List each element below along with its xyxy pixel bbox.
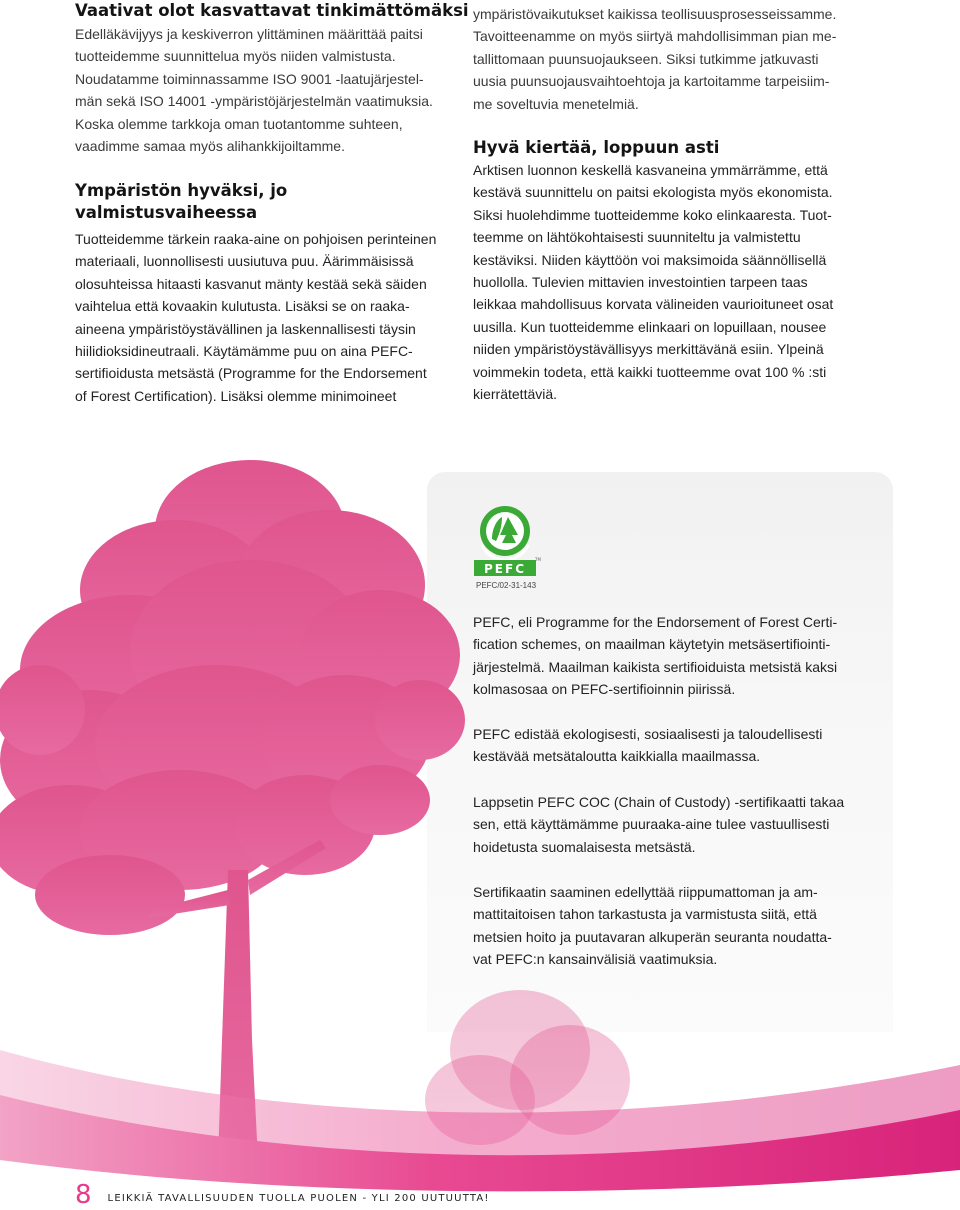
pefc-paragraph-4: Sertifikaatin saaminen edellyttää riippumattoman ja am- mattitaitoisen tahon tarkastusta ja varmistusta siitä, että metsien hoito ja puutavaran alkuperän seuranta noudatta- vat PEFC:n kansainvälisiä vaatimuksia. xyxy=(473,884,832,968)
paragraph-ymparistovaikutukset: ympäristövaikutukset kaikissa teollisuusprosesseissamme. Tavoitteenamme on myös siirtyä mahdollisimman pian me- tallittomaan puunsuojaukseen. Siksi tutkimme jatkuvasti uusia puunsuojausvaihtoehtoja ja kartoitamme tarpeisiim- me soveltuvia menetelmiä. xyxy=(473,6,837,112)
pefc-logo-wordmark: PEFC xyxy=(484,562,526,576)
paragraph-raaka-aine: Tuotteidemme tärkein raaka-aine on pohjoisen perinteinen materiaali, luonnollisesti uusiutuva puu. Äärimmäisissä olosuhteissa hitaasti kasvanut mänty kestää sekä säiden vaihtelua että kovaakin kulutusta. Lisäksi se on raaka- aineena ympäristöystävällinen ja laskennallisesti täysin hiilidioksidineutraali. Käytämämme puu on aina PEFC- sertifioidusta metsästä (Programme for the Endorsement of Forest Certification). Lisäksi olemme minimoineet xyxy=(75,231,437,404)
paragraph-intro: Edelläkävijyys ja keskiverron ylittäminen määrittää paitsi tuotteidemme suunnittelua myös niiden valmistusta. Noudatamme toiminnassamme ISO 9001 -laatujärjestel- män sekä ISO 14001 -ympäristöjärjestelmän vaatimuksia. Koska olemme tarkkoja oman tuotantomme suhteen, vaadimme samaa myös alihankkijoiltamme. xyxy=(75,26,433,155)
pefc-logo-trademark: TM xyxy=(535,557,541,562)
footer-slogan: LEIKKIÄ TAVALLISUUDEN TUOLLA PUOLEN - YLI 200 UUTUUTTA! xyxy=(107,1193,490,1204)
heading-hyva-kiertaa: Hyvä kiertää, loppuun asti xyxy=(473,138,720,157)
page-number: 8 xyxy=(75,1180,92,1210)
heading-ympariston-hyvaksi: Ympäristön hyväksi, jo valmistusvaiheessa xyxy=(75,181,288,222)
pefc-paragraph-2: PEFC edistää ekologisesti, sosiaalisesti ja taloudellisesti kestävää metsätaloutta kaikkialla maailmassa. xyxy=(473,726,823,765)
paragraph-elinkaari: Arktisen luonnon keskellä kasvaneina ymmärrämme, että kestävä suunnittelu on paitsi ekologista myös ekonomista. Siksi huolehdimme tuotteidemme koko elinkaaresta. Tuot- teemme on lähtökohtaisesti suunniteltu ja valmistettu kestäviksi. Niiden käyttöön voi maksimoida säännöllisellä huollolla. Tulevien mittavien investointien tarpeen taas leikkaa mahdollisuus korvata välineiden vaurioituneet osat uusilla. Kun tuotteidemme elinkaari on lopuillaan, nousee niiden ympäristöystävällisyys merkittävänä esiin. Ylpeinä voimmekin todeta, että kaikki tuotteemme ovat 100 % :sti kierrätettäviä. xyxy=(473,162,834,403)
pefc-certificate-code: PEFC/02-31-143 xyxy=(476,581,537,590)
pefc-paragraph-1: PEFC, eli Programme for the Endorsement of Forest Certi- fication schemes, on maailman käytetyin metsäsertifiointi- järjestelmä. Maailman kaikista sertifioiduista metsistä kaksi kolmasosaa on PEFC-sertifioinnin piirissä. xyxy=(473,614,838,698)
pefc-logo-icon xyxy=(472,505,542,581)
pefc-paragraph-3: Lappsetin PEFC COC (Chain of Custody) -sertifikaatti takaa sen, että käyttämämme puuraaka-aine tulee vastuullisesti hoidetusta suomalaisesta metsästä. xyxy=(473,794,845,855)
page-footer xyxy=(75,1178,490,1208)
heading-vaativat-olot: Vaativat olot kasvattavat tinkimättömäksi xyxy=(75,1,469,20)
